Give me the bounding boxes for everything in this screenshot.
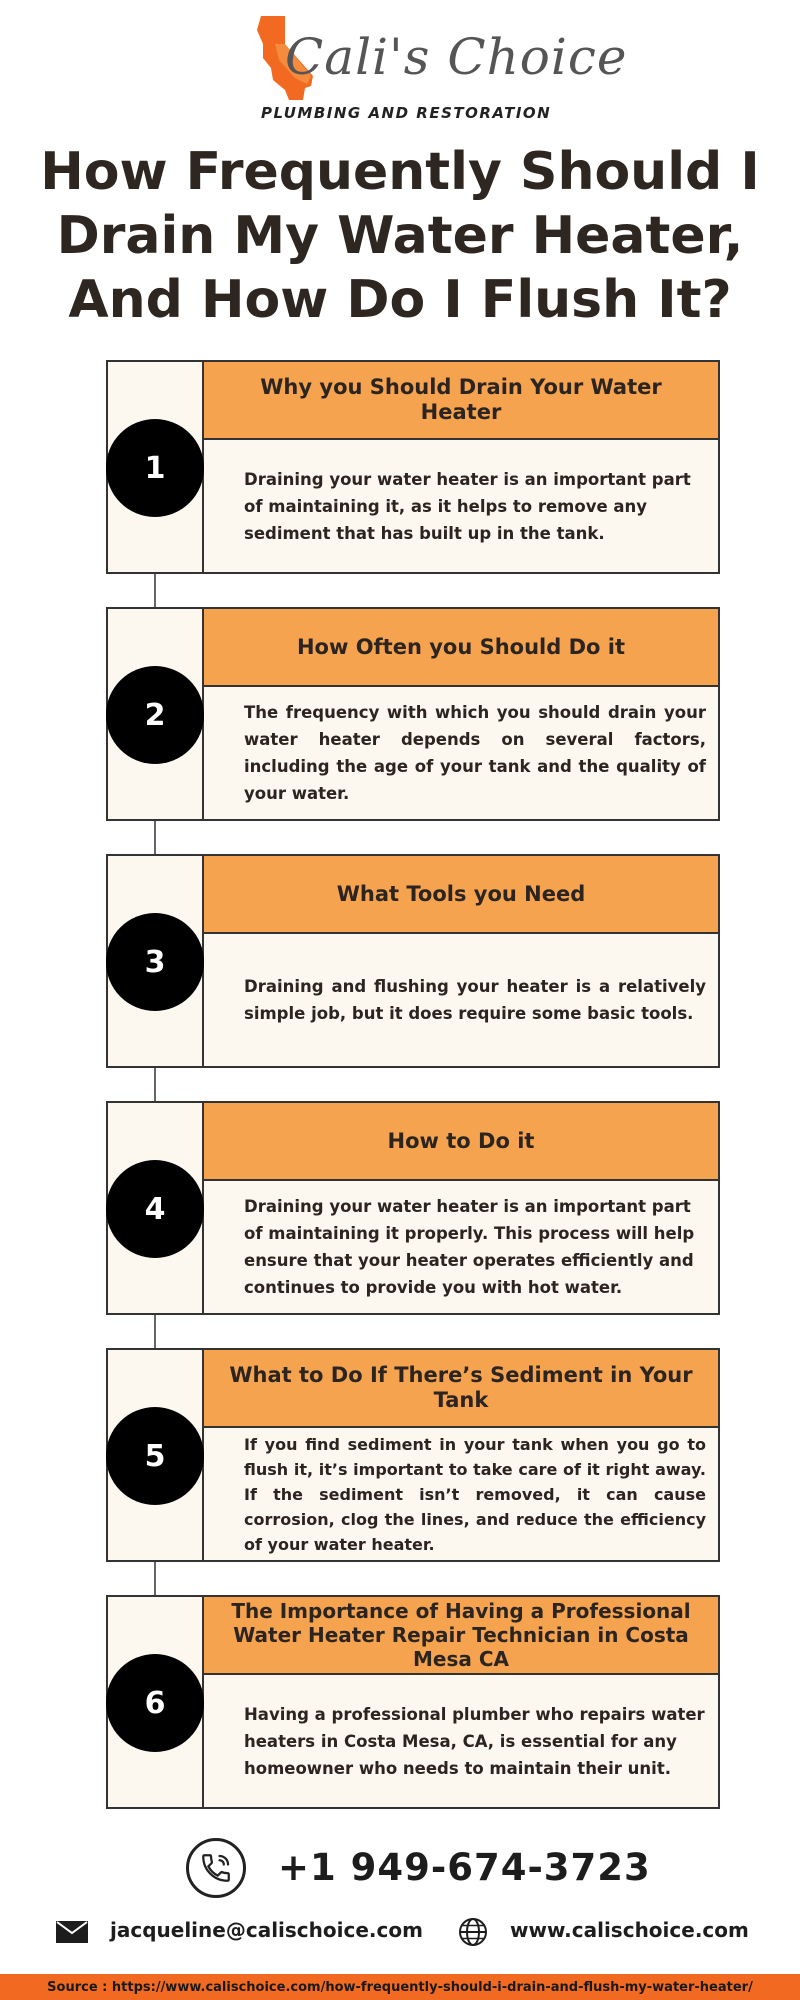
phone-number[interactable]: +1 949-674-3723 [278,1846,651,1889]
step-heading: The Importance of Having a Professional Water Heater Repair Technician in Costa Mesa CA [204,1597,718,1675]
step-number-badge: 3 [106,913,204,1011]
step-number-badge: 6 [106,1654,204,1752]
step-number-badge: 2 [106,666,204,764]
step-body: The frequency with which you should drain your water heater depends on several factors, including the age of your tank and the quality of your water. [244,703,706,803]
step-body: Draining your water heater is an important part of maintaining it properly. This process will help ensure that your heater operates efficiently and continues to provide you with hot water. [244,1197,695,1297]
step-body: Draining your water heater is an important part of maintaining it, as it helps to remove any sediment that has built up in the tank. [244,469,691,543]
step-heading: Why you Should Drain Your Water Heater [204,362,718,440]
logo-wordmark: Cali's Choice [285,28,628,86]
globe-icon [458,1917,488,1947]
source-bar [0,1974,800,2000]
step-number-badge: 1 [106,419,204,517]
title-line-3: And How Do I Flush It? [68,270,732,330]
title-line-1: How Frequently Should I [40,142,760,202]
step-heading: What Tools you Need [204,856,718,934]
step-heading: How Often you Should Do it [204,609,718,687]
step-number-badge: 4 [106,1160,204,1258]
step-number-badge: 5 [106,1407,204,1505]
title-line-2: Drain My Water Heater, [56,206,744,266]
brand-logo [245,12,628,124]
source-link[interactable]: Source : https://www.calischoice.com/how-frequently-should-i-drain-and-flush-my-water-heater/ [47,1979,753,1995]
website-link[interactable]: www.calischoice.com [510,1918,749,1942]
step-heading: What to Do If There’s Sediment in Your Tank [204,1350,718,1428]
page-title [30,140,770,332]
step-body: If you find sediment in your tank when you go to flush it, it’s important to take care of it right away. If the sediment isn’t removed, it can cause corrosion, clog the lines, and reduce the efficiency of your water heater. [244,1434,706,1554]
step-heading: How to Do it [204,1103,718,1181]
logo-tagline: PLUMBING AND RESTORATION [261,104,552,122]
step-body: Draining and flushing your heater is a relatively simple job, but it does require some basic tools. [244,977,706,1023]
phone-icon[interactable] [186,1838,246,1898]
step-body: Having a professional plumber who repairs water heaters in Costa Mesa, CA, is essential for any homeowner who needs to maintain their unit. [244,1704,705,1778]
mail-icon [56,1921,88,1943]
email-link[interactable]: jacqueline@calischoice.com [110,1918,423,1942]
